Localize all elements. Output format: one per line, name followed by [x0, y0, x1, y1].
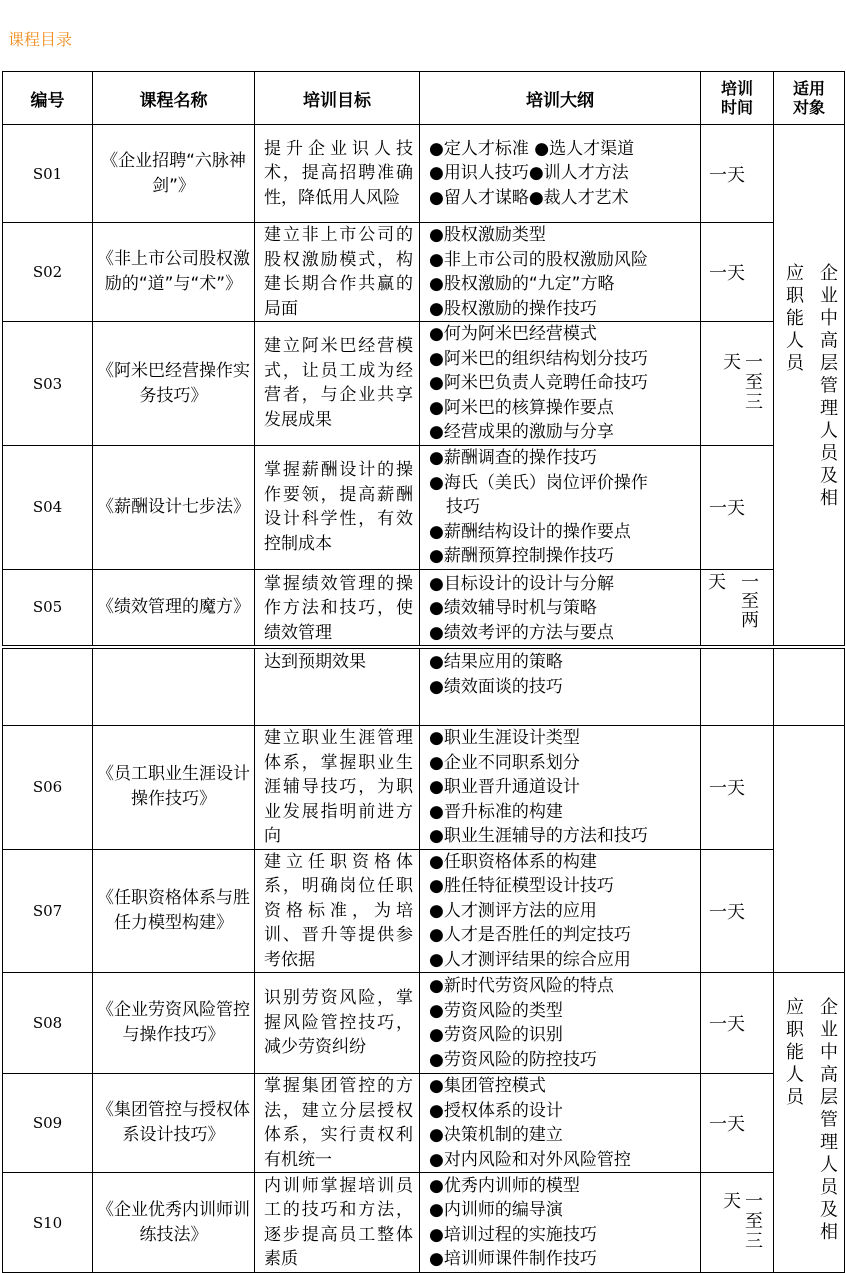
course-outline: [420, 726, 701, 850]
outline-item: ●股权激励的操作技巧: [429, 298, 597, 319]
course-time: [701, 1173, 774, 1273]
course-name: 《员工职业生涯设计操作技巧》: [93, 726, 255, 850]
course-time: [701, 649, 774, 726]
audience-cell-blank: [774, 649, 845, 726]
course-time-text: 一至两天: [705, 571, 759, 629]
course-code: S10: [3, 1173, 93, 1273]
table-row: [3, 446, 845, 570]
outline-item: ●晋升标准的构建: [429, 801, 563, 822]
outline-item: ●集团管控模式: [429, 1076, 546, 1096]
outline-item: ●薪酬结构设计的操作要点: [429, 521, 631, 542]
course-code: S02: [3, 223, 93, 322]
outline-item: ●职业生涯辅导的方法和技巧: [429, 826, 648, 846]
audience-cell: [774, 973, 845, 1273]
outline-item: ●股权激励的“九定”方略: [429, 274, 615, 294]
header-audience: [774, 72, 845, 125]
course-goal: 建立任职资格体系，明确岗位任职资格标准，为培训、晋升等提供参考依据: [255, 849, 420, 973]
outline-item: ●阿米巴的核算操作要点: [429, 397, 614, 418]
header-audience-label: 适用对象: [792, 79, 825, 117]
table-row: [3, 569, 845, 646]
course-outline: [420, 446, 701, 570]
course-goal: 建立阿米巴经营模式，让员工成为经营者，与企业共享发展成果: [255, 322, 420, 446]
course-code: S07: [3, 849, 93, 973]
outline-item: 技巧: [446, 497, 480, 517]
outline-item: ●职业生涯设计类型: [429, 728, 580, 748]
table-row: [3, 1074, 845, 1173]
course-outline: [420, 1173, 701, 1273]
course-goal: 达到预期效果: [255, 649, 420, 726]
table-row: [3, 125, 845, 223]
course-code: S01: [3, 125, 93, 223]
outline-item: ●企业不同职系划分: [429, 752, 580, 773]
course-goal: 提升企业识人技术，提高招聘准确性，降低用人风险: [255, 125, 420, 223]
course-name: [93, 649, 255, 726]
outline-item: ●经营成果的激励与分享: [429, 422, 614, 443]
course-goal: 掌握集团管控的方法，建立分层授权体系，实行责权利有机统一: [255, 1074, 420, 1173]
outline-item: ●培训师课件制作技巧: [429, 1249, 597, 1269]
outline-item: ●用识人技巧●训人才方法: [429, 163, 629, 184]
course-name: 《阿米巴经营操作实务技巧》: [93, 322, 255, 446]
outline-item: ●劳资风险的识别: [429, 1025, 563, 1045]
course-goal: 内训师掌握培训员工的技巧和方法，逐步提高员工整体素质: [255, 1173, 420, 1273]
course-outline: [420, 569, 701, 646]
outline-item: ●人才是否胜任的判定技巧: [429, 925, 631, 945]
course-time: 一天: [701, 223, 774, 322]
course-name: 《非上市公司股权激励的“道”与“术”》: [93, 223, 255, 322]
outline-item: ●绩效辅导时机与策略: [429, 598, 597, 618]
outline-item: ●任职资格体系的构建: [429, 851, 597, 872]
outline-item: ●留人才谋略●裁人才艺术: [429, 187, 629, 208]
outline-item: ●绩效面谈的技巧: [429, 676, 563, 697]
outline-item: ●劳资风险的类型: [429, 1000, 563, 1021]
audience-cell: [774, 125, 845, 646]
course-time: 一天: [701, 973, 774, 1074]
audience-text: 企业中高层管理人员及相应职能人员: [783, 997, 838, 1245]
course-time-text: 一至三天: [720, 352, 763, 412]
course-outline: [420, 973, 701, 1074]
course-code: [3, 649, 93, 726]
outline-item: ●内训师的编导演: [429, 1200, 563, 1220]
table-row: [3, 322, 845, 446]
course-time: 一天: [701, 125, 774, 223]
course-goal: 建立非上市公司的股权激励模式，构建长期合作共赢的局面: [255, 223, 420, 322]
course-outline: [420, 1074, 701, 1173]
outline-item: ●决策机制的建立: [429, 1125, 563, 1145]
outline-item: ●股权激励类型: [429, 225, 546, 245]
course-code: S08: [3, 973, 93, 1074]
outline-item: ●结果应用的策略: [429, 652, 563, 672]
course-goal: 建立职业生涯管理体系，掌握职业生涯辅导技巧，为职业发展指明前进方向: [255, 726, 420, 850]
course-time: 一天: [701, 1074, 774, 1173]
header-outline: 培训大纲: [420, 72, 701, 125]
header-code: 编号: [3, 72, 93, 125]
outline-item: ●胜任特征模型设计技巧: [429, 876, 614, 896]
course-code: S09: [3, 1074, 93, 1173]
course-outline: [420, 125, 701, 223]
course-code: S06: [3, 726, 93, 850]
table-row: [3, 1173, 845, 1273]
outline-item: ●薪酬调查的操作技巧: [429, 448, 597, 468]
course-outline: [420, 849, 701, 973]
outline-item: ●非上市公司的股权激励风险: [429, 249, 648, 270]
outline-item: ●劳资风险的防控技巧: [429, 1049, 597, 1070]
course-code: S04: [3, 446, 93, 570]
outline-item: ●薪酬预算控制操作技巧: [429, 546, 614, 566]
course-outline: [420, 223, 701, 322]
outline-item: ●授权体系的设计: [429, 1100, 563, 1121]
outline-item: ●新时代劳资风险的特点: [429, 976, 614, 996]
outline-item: ●人才测评结果的综合应用: [429, 949, 631, 970]
outline-item: ●绩效考评的方法与要点: [429, 622, 614, 643]
outline-item: ●目标设计的设计与分解: [429, 573, 614, 594]
outline-item: ●对内风险和对外风险管控: [429, 1149, 631, 1170]
course-outline: [420, 322, 701, 446]
course-time: [701, 322, 774, 446]
page-title: 课程目录: [8, 30, 73, 49]
course-name: 《薪酬设计七步法》: [93, 446, 255, 570]
header-row: [3, 72, 845, 125]
outline-item: ●阿米巴负责人竞聘任命技巧: [429, 373, 648, 394]
course-table-part-1: [2, 71, 845, 646]
table-row: [3, 726, 845, 850]
audience-text: 企业中高层管理人员及相应职能人员: [783, 263, 838, 511]
course-name: 《企业劳资风险管控与操作技巧》: [93, 973, 255, 1074]
audience-cell-blank: [774, 726, 845, 973]
course-code: S05: [3, 569, 93, 646]
outline-item: ●培训过程的实施技巧: [429, 1224, 597, 1245]
course-name: 《集团管控与授权体系设计技巧》: [93, 1074, 255, 1173]
course-time-text: 一至三天: [720, 1191, 763, 1251]
course-time: [701, 569, 774, 646]
outline-item: ●阿米巴的组织结构划分技巧: [429, 348, 648, 369]
course-goal: 掌握薪酬设计的操作要领，提高薪酬设计科学性，有效控制成本: [255, 446, 420, 570]
header-name: 课程名称: [93, 72, 255, 125]
course-time: 一天: [701, 849, 774, 973]
course-name: 《企业招聘“六脉神剑”》: [93, 125, 255, 223]
header-time: [701, 72, 774, 125]
outline-item: ●海氏（美氏）岗位评价操作: [429, 472, 648, 493]
course-name: 《绩效管理的魔方》: [93, 569, 255, 646]
course-time: 一天: [701, 726, 774, 850]
table-row: [3, 849, 845, 973]
table-row: [3, 649, 845, 726]
outline-item: ●优秀内训师的模型: [429, 1175, 580, 1196]
course-goal: 掌握绩效管理的操作方法和技巧，使绩效管理: [255, 569, 420, 646]
course-time: 一天: [701, 446, 774, 570]
outline-item: ●何为阿米巴经营模式: [429, 324, 597, 345]
outline-item: ●定人才标准 ●选人才渠道: [429, 138, 635, 159]
outline-item: ●人才测评方法的应用: [429, 900, 597, 921]
table-row: [3, 223, 845, 322]
course-outline: [420, 649, 701, 726]
course-table-part-2: [2, 648, 845, 1273]
course-name: 《企业优秀内训师训练技法》: [93, 1173, 255, 1273]
course-code: S03: [3, 322, 93, 446]
outline-item: ●职业晋升通道设计: [429, 777, 580, 797]
course-name: 《任职资格体系与胜任力模型构建》: [93, 849, 255, 973]
table-row: [3, 973, 845, 1074]
header-goal: 培训目标: [255, 72, 420, 125]
course-goal: 识别劳资风险，掌握风险管控技巧，减少劳资纠纷: [255, 973, 420, 1074]
header-time-label: 培训时间: [720, 79, 753, 117]
